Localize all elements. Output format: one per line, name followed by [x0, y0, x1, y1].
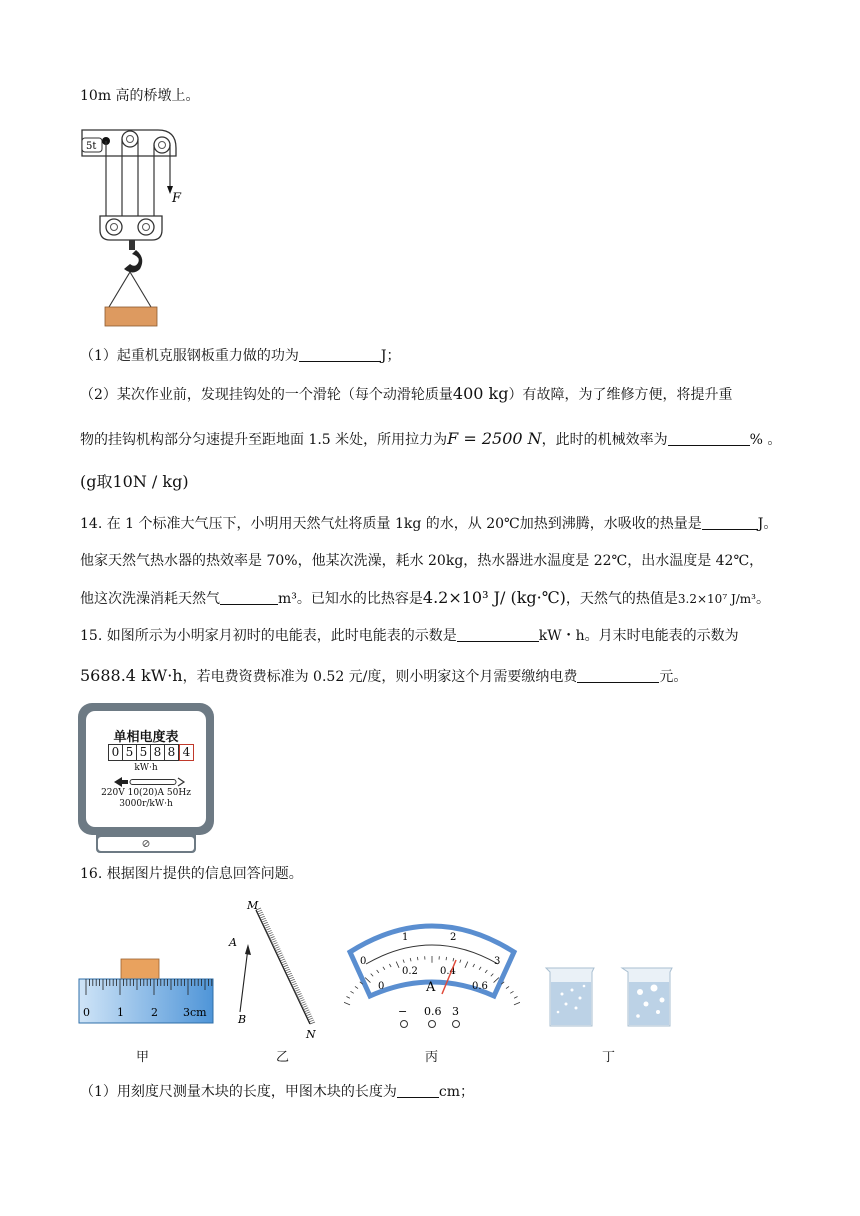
q13-intro: 10m 高的桥墩上。 [80, 88, 200, 104]
answer-blank[interactable] [668, 431, 750, 446]
pulley-crane-figure [78, 126, 188, 331]
answer-blank[interactable] [220, 590, 278, 605]
caption-ding: 丁 [602, 1050, 616, 1065]
q13-g-note: (g取10N / kg) [80, 472, 189, 491]
ruler-figure [78, 956, 214, 1026]
answer-blank[interactable] [299, 347, 381, 362]
ammeter-top-label: 3 [494, 956, 501, 967]
meter-spec: 220V 10(20)A 50Hz [101, 788, 191, 798]
ammeter-bottom-label: 0.4 [440, 966, 456, 977]
ammeter-unit: A [426, 980, 436, 995]
q13-sub2-line2: 物的挂钩机构部分匀速提升至距地面 1.5 米处，所用拉力为F = 2500 N，此时的机械效率为 % 。 [80, 429, 782, 448]
answer-blank[interactable] [397, 1083, 439, 1098]
mirror-label-n: N [306, 1028, 316, 1040]
q16-sub1: （1）用刻度尺测量木块的长度，甲图木块的长度为 cm； [80, 1084, 475, 1100]
q13-sub1: （1）起重机克服钢板重力做的功为 J； [80, 348, 401, 364]
q14-line1: 14. 在 1 个标准大气压下，小明用天然气灶将质量 1kg 的水，从 20℃加热到沸腾，水吸收的热量是 J。 [80, 516, 778, 532]
q15-line2: 5688.4 kW·h，若电费资费标准为 0.52 元/度，则小明家这个月需要缴纳电费 元。 [80, 666, 688, 685]
caption-yi: 乙 [276, 1050, 290, 1065]
ammeter-terminal: − [398, 1005, 408, 1018]
mirror-label-m: M [247, 899, 259, 912]
crane-label: 5t [86, 141, 97, 152]
ammeter-terminal: 3 [452, 1005, 459, 1018]
ammeter-top-label: 2 [450, 932, 457, 943]
ammeter-terminal: 0.6 [424, 1005, 442, 1018]
meter-digit: 5 [123, 744, 137, 761]
q14-line3: 他这次洗澡消耗天然气 m³。已知水的比热容是4.2×10³ J/ (kg·℃)，天然气的热值是3.2×10⁷ J/m³。 [80, 588, 770, 607]
meter-digit: 8 [151, 744, 165, 761]
q14-line2: 他家天然气热水器的热效率是 70%，他某次洗澡，耗水 20kg，热水器进水温度是 22℃，出水温度是 42℃， [80, 553, 764, 569]
answer-blank[interactable] [457, 627, 539, 642]
ammeter-bottom-label: 0 [378, 981, 385, 992]
meter-spec: 3000r/kW·h [119, 799, 173, 809]
answer-blank[interactable] [702, 515, 758, 530]
meter-title: 单相电度表 [113, 730, 179, 745]
answer-blank[interactable] [577, 668, 659, 683]
ammeter-top-label: 1 [402, 932, 409, 943]
q15-line1: 15. 如图所示为小明家月初时的电能表，此时电能表的示数是 kW・h。月末时电能表的示数为 [80, 628, 739, 644]
beaker-right [622, 968, 672, 1026]
meter-unit: kW·h [134, 763, 158, 773]
energy-meter [78, 703, 214, 853]
point-a-label: A [229, 936, 237, 949]
caption-bing: 丙 [425, 1050, 439, 1065]
ammeter-top-label: 0 [360, 956, 367, 967]
ammeter-bottom-label: 0.6 [472, 981, 488, 992]
meter-digit: 5 [137, 744, 151, 761]
ruler-tick-label: 2 [151, 1006, 158, 1019]
meter-symbol: ⊘ [98, 837, 194, 851]
ammeter-bottom-label: 0.2 [402, 966, 418, 977]
point-b-label: B [238, 1013, 247, 1026]
meter-digit: 0 [108, 744, 123, 761]
ammeter-figure [344, 912, 520, 1032]
caption-jia: 甲 [136, 1050, 150, 1065]
beaker-left [546, 968, 594, 1026]
beakers-figure [542, 964, 678, 1030]
q16-title: 16. 根据图片提供的信息回答问题。 [80, 866, 303, 882]
force-label: F [172, 191, 182, 206]
ruler-tick-label: 3cm [183, 1006, 207, 1019]
meter-digits [108, 744, 194, 761]
ruler-tick-label: 1 [117, 1006, 124, 1019]
meter-digit: 8 [165, 744, 179, 761]
q13-sub2-line1: （2）某次作业前，发现挂钩处的一个滑轮（每个动滑轮质量400 kg）有故障，为了维修方便，将提升重 [80, 384, 733, 403]
plane-mirror-figure [222, 896, 326, 1040]
ruler-tick-label: 0 [83, 1006, 90, 1019]
meter-digit-decimal: 4 [179, 744, 194, 761]
meter-arrow-icon [114, 776, 186, 788]
